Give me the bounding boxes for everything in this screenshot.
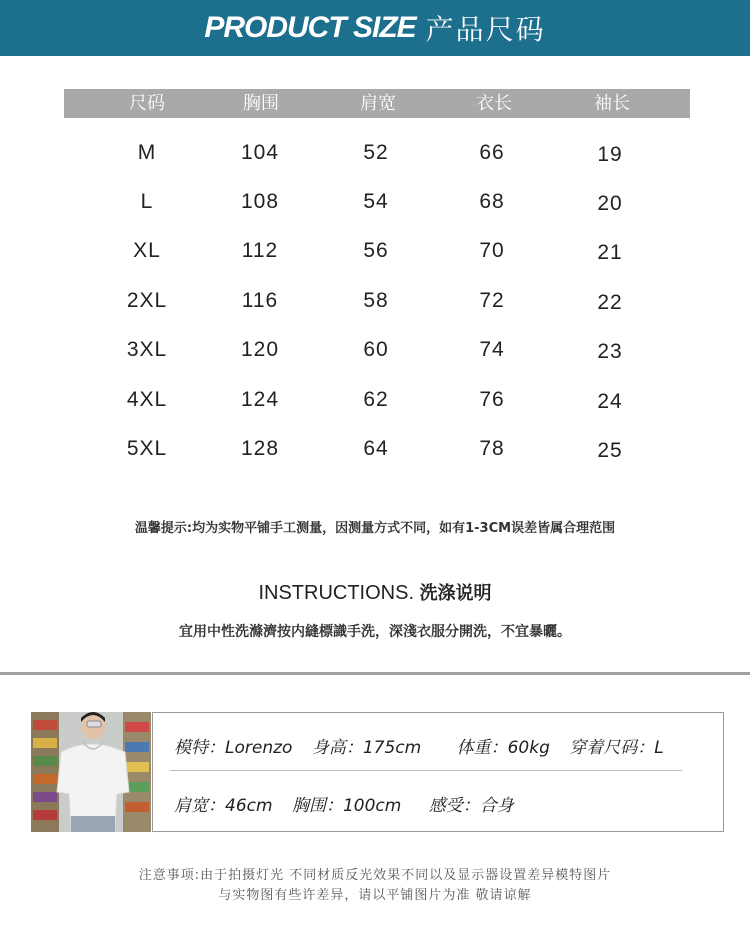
- table-row: [0, 231, 750, 271]
- disclaimer-line-1: 注意事项:由于拍摄灯光 不同材质反光效果不同以及显示器设置差异模特图片: [138, 868, 612, 883]
- header-size: 尺码: [129, 93, 165, 114]
- washing-instructions: 宜用中性洗滌濟按内縫標識手洗，深淺衣服分開洗，不宜暴曬。: [179, 624, 571, 640]
- cell-chest: 124: [240, 388, 280, 411]
- cell-chest: 120: [240, 338, 280, 361]
- table-row: [0, 380, 750, 420]
- cell-length: 72: [479, 289, 505, 312]
- cell-shoulder: 64: [363, 437, 389, 460]
- cell-sleeve: 22: [597, 291, 623, 314]
- header-length: 衣长: [476, 93, 512, 114]
- cell-sleeve: 23: [597, 340, 623, 363]
- cell-length: 68: [479, 190, 505, 213]
- model-weight: 体重：60kg: [456, 738, 550, 758]
- size-table-header: [64, 89, 690, 118]
- model-name: 模特：Lorenzo: [174, 738, 293, 758]
- title-english: PRODUCT SIZE: [204, 11, 416, 44]
- model-height: 身高：175cm: [311, 738, 422, 758]
- cell-sleeve: 19: [597, 143, 623, 166]
- table-row: [0, 133, 750, 173]
- instructions-title: [0, 579, 750, 605]
- cell-sleeve: 21: [597, 241, 623, 264]
- cell-size: 5XL: [126, 437, 168, 460]
- cell-size: 2XL: [126, 289, 168, 312]
- disclaimer-line-2: 与实物图有些许差异，请以平铺图片为准 敬请谅解: [218, 888, 532, 903]
- cell-size: 3XL: [126, 338, 168, 361]
- instructions-title-english: INSTRUCTIONS.: [258, 582, 414, 604]
- cell-sleeve: 24: [597, 390, 623, 413]
- cell-size: L: [140, 190, 154, 213]
- model-info-divider: [170, 770, 682, 771]
- model-info-line-2: [174, 791, 528, 816]
- cell-size: XL: [133, 239, 161, 262]
- model-info-line-1: [174, 733, 678, 758]
- cell-shoulder: 58: [363, 289, 389, 312]
- cell-shoulder: 62: [363, 388, 389, 411]
- table-row: [0, 330, 750, 370]
- cell-chest: 116: [241, 289, 279, 312]
- title-banner: [0, 0, 750, 56]
- cell-sleeve: 20: [597, 192, 623, 215]
- cell-shoulder: 52: [363, 141, 389, 164]
- model-size-worn: 穿着尺码：L: [569, 738, 664, 758]
- cell-chest: 108: [240, 190, 280, 213]
- cell-length: 78: [479, 437, 505, 460]
- title-chinese: 产品尺码: [425, 13, 546, 46]
- cell-length: 74: [479, 338, 505, 361]
- model-photo-illustration: [31, 712, 151, 832]
- header-shoulder: 肩宽: [360, 93, 396, 114]
- instructions-title-chinese: 洗涤说明: [419, 583, 492, 604]
- section-divider: [0, 672, 750, 675]
- cell-length: 66: [479, 141, 505, 164]
- model-photo: [31, 712, 151, 832]
- header-chest: 胸围: [243, 93, 279, 114]
- table-row: [0, 182, 750, 222]
- model-fit: 感受：合身: [428, 796, 514, 816]
- cell-shoulder: 60: [363, 338, 389, 361]
- model-shoulder: 肩宽：46cm: [174, 796, 273, 816]
- cell-shoulder: 56: [363, 239, 389, 262]
- cell-sleeve: 25: [597, 439, 623, 462]
- cell-shoulder: 54: [363, 190, 389, 213]
- cell-chest: 104: [240, 141, 280, 164]
- header-sleeve: 袖长: [594, 93, 630, 114]
- table-row: [0, 429, 750, 469]
- cell-chest: 112: [241, 239, 279, 262]
- cell-size: 4XL: [126, 388, 168, 411]
- table-row: [0, 281, 750, 321]
- cell-length: 70: [479, 239, 505, 262]
- cell-length: 76: [479, 388, 505, 411]
- cell-chest: 128: [240, 437, 280, 460]
- model-chest: 胸围：100cm: [291, 796, 402, 816]
- cell-size: M: [137, 141, 157, 164]
- measurement-note: 温馨提示:均为实物平铺手工测量，因测量方式不同，如有1-3CM误差皆属合理范围: [134, 521, 616, 536]
